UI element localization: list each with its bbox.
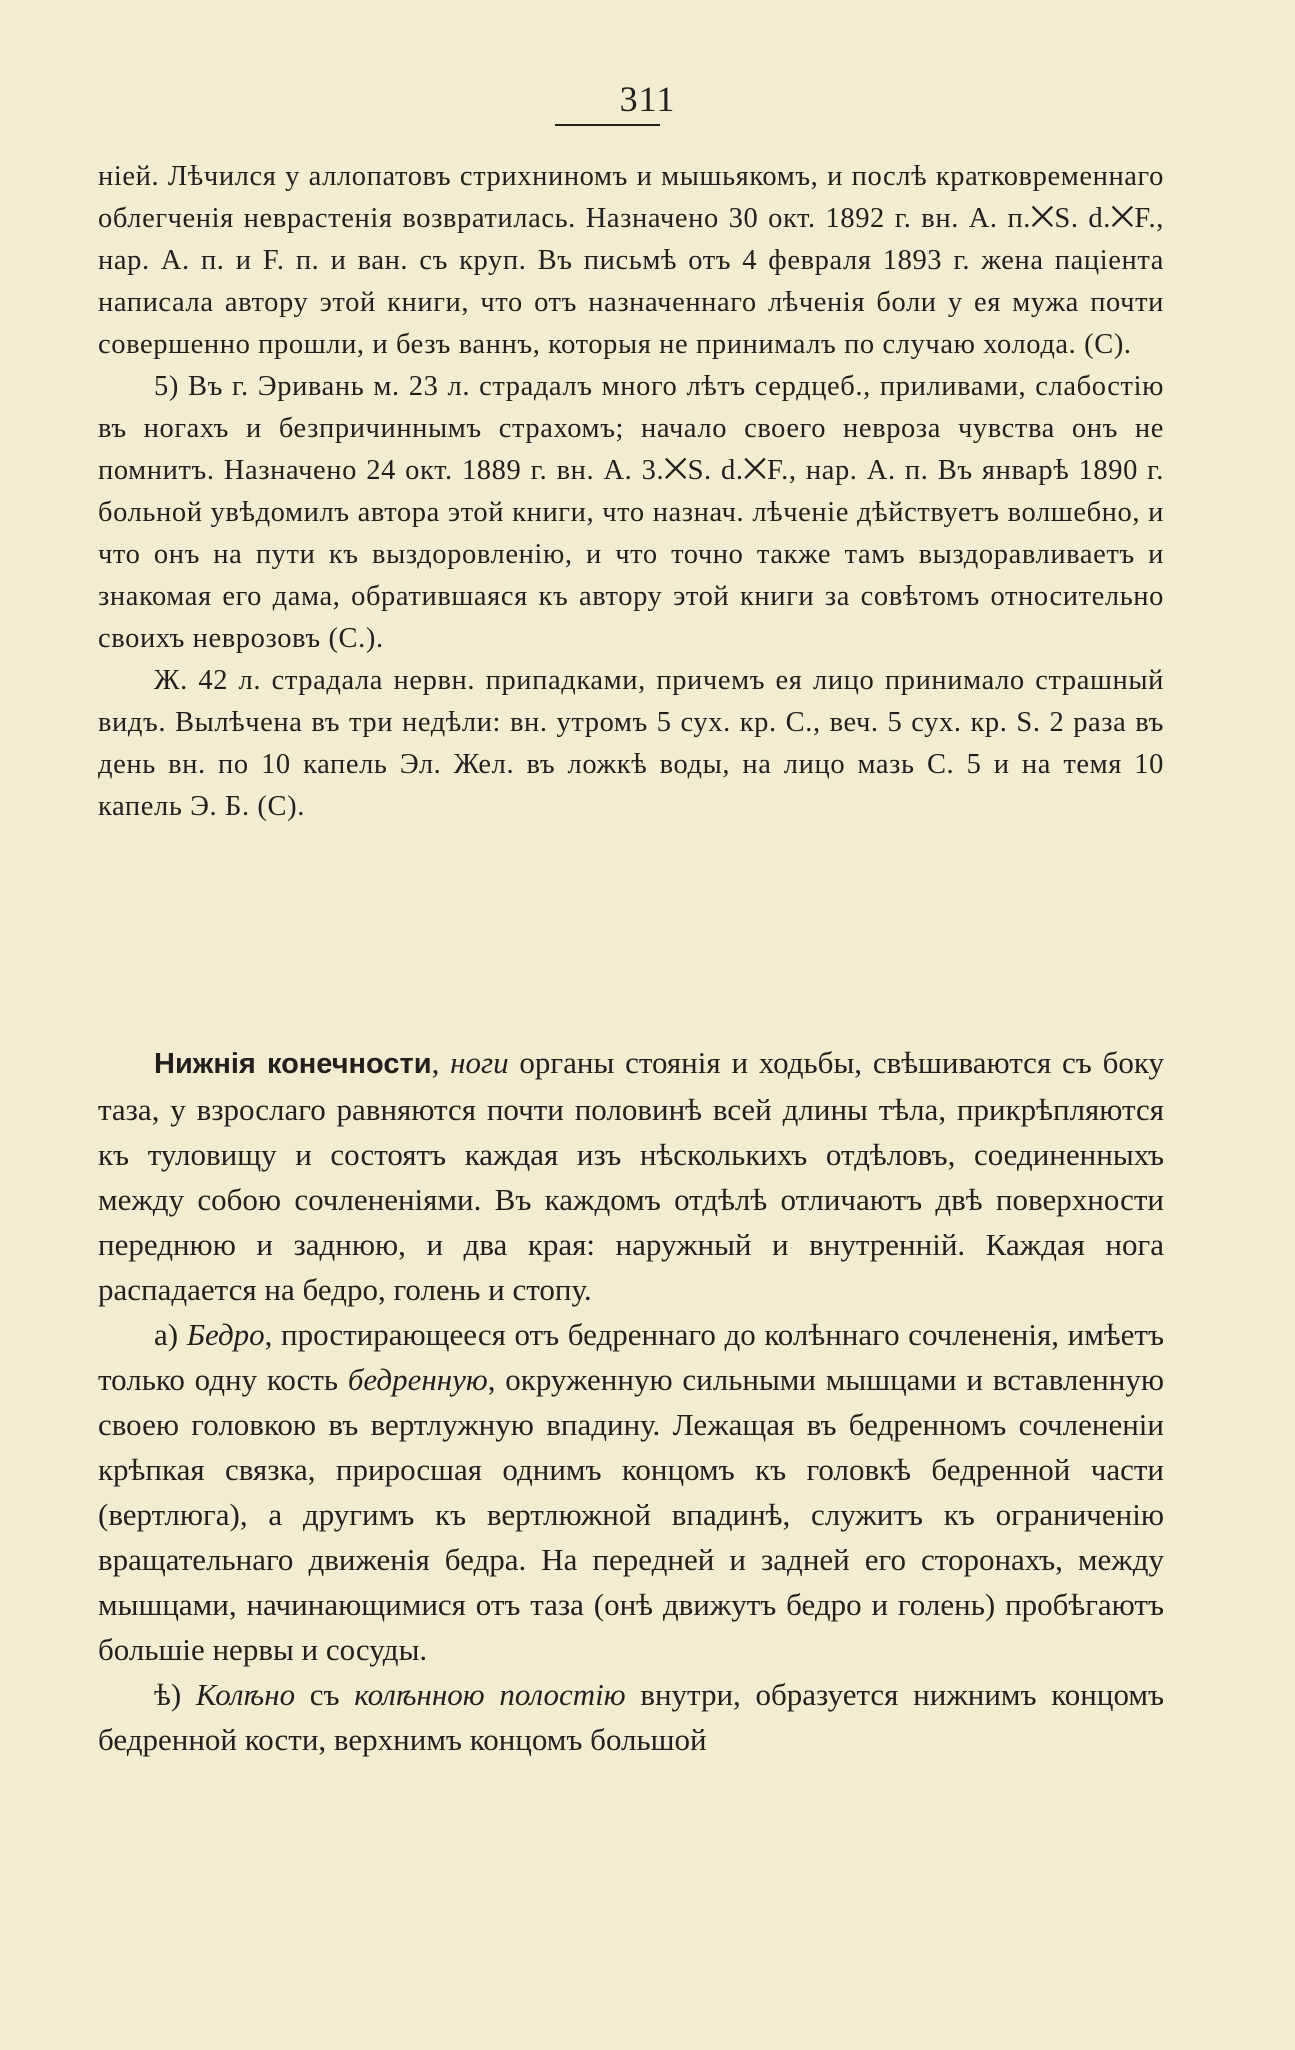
knee-text-2: внутри, образуется нижнимъ концомъ бедренной кости, верхнимъ концомъ большой xyxy=(98,1677,1164,1757)
intro-text: органы стоянія и ходьбы, свѣшиваются съ боку таза, у взрослаго равняются почти половинѣ всей длины тѣла, прикрѣпляются къ туловищу и состоятъ каждая изъ нѣсколькихъ отдѣловъ, соединенныхъ между собою сочлененіями. Въ каждомъ отдѣлѣ отличаютъ двѣ поверхности переднюю и заднюю, и два края: наружный и внутренній. Каждая нога распадается на бедро, голень и стопу. xyxy=(98,1045,1164,1307)
lower-limbs-intro xyxy=(98,1040,1164,1312)
case-paragraph-1: ніей. Лѣчился у аллопатовъ стрихниномъ и мышьякомъ, и послѣ кратковременнаго облегченія неврастенія возвратилась. Назначено 30 окт. 1892 г. вн. А. п.⨉S. d.⨉F., нар. А. п. и F. п. и ван. съ круп. Въ письмѣ отъ 4 февраля 1893 г. жена паціента написала автору этой книги, что отъ назначеннаго лѣченія боли у ея мужа почти совершенно прошли, и безъ ваннъ, которыя не принималъ по случаю холода. (С). xyxy=(98,161,1164,360)
lower-limbs-section xyxy=(98,1040,1164,1762)
case-paragraph-5: 5) Въ г. Эривань м. 23 л. страдалъ много лѣтъ сердцеб., приливами, слабостію въ ногахъ и безпричиннымъ страхомъ; начало своего невроза чувства онъ не помнитъ. Назначено 24 окт. 1889 г. вн. А. 3.⨉S. d.⨉F., нар. А. п. Въ январѣ 1890 г. больной увѣдомилъ автора этой книги, что назнач. лѣченіе дѣйствуетъ волшебно, и что онъ на пути къ выздоровленію, и что точно также тамъ выздоравливаетъ и знакомая его дама, обратившаяся къ автору этой книги за совѣтомъ относительно своихъ неврозовъ (С.). xyxy=(98,371,1164,654)
case-paragraph-woman: Ж. 42 л. страдала нервн. припадками, причемъ ея лицо принимало страшный видъ. Вылѣчена въ три недѣли: вн. утромъ 5 сух. кр. С., веч. 5 сух. кр. S. 2 раза въ день вн. по 10 капель Эл. Жел. въ ложкѣ воды, на лицо мазь С. 5 и на темя 10 капель Э. Б. (С). xyxy=(98,665,1164,822)
heading-term: ноги xyxy=(450,1045,509,1080)
case-notes-section xyxy=(98,156,1164,828)
knee-text-1: съ xyxy=(295,1677,355,1712)
page-number-rule xyxy=(555,124,660,126)
knee-cavity-term: колѣнною полостію xyxy=(354,1677,626,1712)
thigh-term: Бедро xyxy=(186,1317,265,1352)
thigh-text-2: , окруженную сильными мышцами и вставленную своею головкою въ вертлужную впадину. Лежащая въ бедренномъ сочлененіи крѣпкая связка, приросшая однимъ концомъ къ головкѣ бедренной части (вертлюга), а другимъ къ вертлюжной впадинѣ, служитъ къ ограниченію вращательнаго движенія бедра. На передней и задней его сторонахъ, между мышцами, начинающимися отъ таза (онѣ движутъ бедро и голень) пробѣгаютъ большіе нервы и сосуды. xyxy=(98,1362,1164,1667)
section-heading: Нижнія конечности xyxy=(154,1048,432,1080)
heading-separator: , xyxy=(431,1045,451,1080)
knee-term: Колѣно xyxy=(195,1677,296,1712)
thigh-paragraph xyxy=(98,1312,1164,1672)
thigh-label: а) xyxy=(154,1317,187,1352)
femur-term: бедренную xyxy=(347,1362,488,1397)
page-number: 311 xyxy=(619,79,676,119)
thigh-text-1: , простирающееся отъ бедреннаго до колѣннаго сочлененія, имѣетъ только одну кость xyxy=(98,1317,1164,1397)
knee-label: ѣ) xyxy=(154,1677,196,1712)
knee-paragraph xyxy=(98,1672,1164,1762)
